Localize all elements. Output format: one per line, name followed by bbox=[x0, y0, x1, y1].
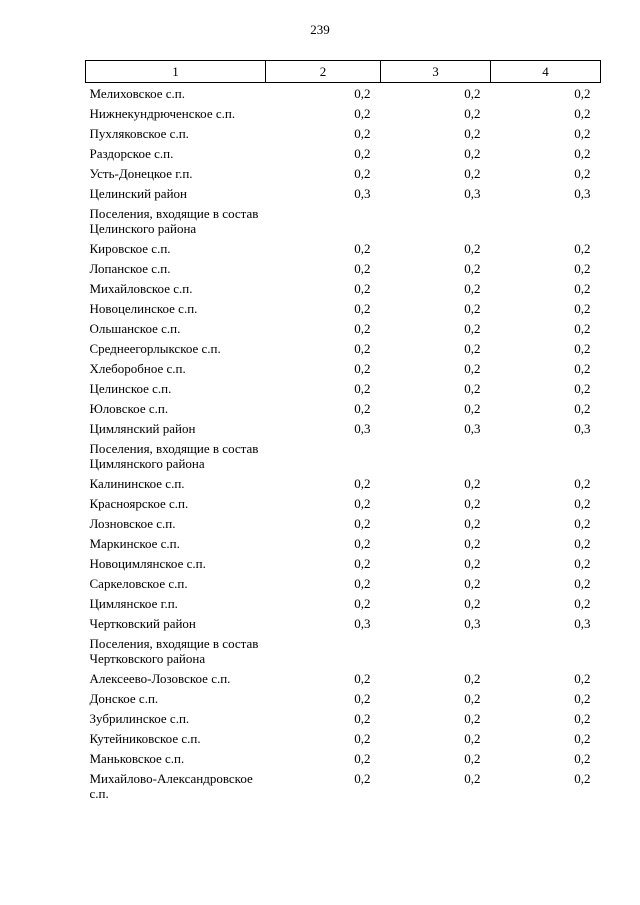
row-value-col-4: 0,2 bbox=[574, 401, 591, 416]
row-name: Ольшанское с.п. bbox=[89, 321, 181, 336]
row-value-col-4: 0,2 bbox=[574, 711, 591, 726]
table-row bbox=[86, 164, 601, 184]
row-value-col-4: 0,2 bbox=[574, 381, 591, 396]
row-name: Цимлянское г.п. bbox=[89, 596, 178, 611]
row-value-col-4: 0,2 bbox=[574, 596, 591, 611]
row-value-col-3: 0,2 bbox=[464, 731, 481, 746]
table-row bbox=[86, 594, 601, 614]
row-value-col-2: 0,2 bbox=[354, 301, 371, 316]
row-value-col-2: 0,2 bbox=[354, 261, 371, 276]
row-value-col-3: 0,2 bbox=[464, 281, 481, 296]
row-name: Поселения, входящие в состав Чертковского района bbox=[89, 636, 259, 666]
row-value-col-2: 0,2 bbox=[354, 86, 371, 101]
header-col-3: 3 bbox=[381, 61, 491, 83]
row-name: Михайлово-Александровское с.п. bbox=[89, 771, 253, 801]
row-name: Цимлянский район bbox=[89, 421, 196, 436]
row-value-col-2 bbox=[266, 204, 381, 239]
row-value-col-3: 0,3 bbox=[464, 616, 481, 631]
row-value-col-2: 0,2 bbox=[354, 321, 371, 336]
row-value-col-3: 0,2 bbox=[464, 341, 481, 356]
row-value-col-3: 0,3 bbox=[464, 421, 481, 436]
row-value-col-4: 0,3 bbox=[574, 421, 591, 436]
row-value-col-3: 0,2 bbox=[464, 381, 481, 396]
row-value-col-4: 0,2 bbox=[574, 731, 591, 746]
table-row bbox=[86, 104, 601, 124]
table-row bbox=[86, 669, 601, 689]
header-col-4: 4 bbox=[491, 61, 601, 83]
table-row bbox=[86, 614, 601, 634]
row-name: Маркинское с.п. bbox=[89, 536, 180, 551]
row-name: Новоцимлянское с.п. bbox=[89, 556, 206, 571]
row-value-col-4: 0,2 bbox=[574, 301, 591, 316]
row-value-col-4: 0,2 bbox=[574, 86, 591, 101]
row-name: Лопанское с.п. bbox=[89, 261, 171, 276]
table-row bbox=[86, 83, 601, 104]
table-row bbox=[86, 534, 601, 554]
row-value-col-2: 0,2 bbox=[354, 771, 371, 786]
row-value-col-3: 0,2 bbox=[464, 106, 481, 121]
row-value-col-4: 0,3 bbox=[574, 616, 591, 631]
table-row bbox=[86, 279, 601, 299]
table-row bbox=[86, 319, 601, 339]
row-value-col-2: 0,2 bbox=[354, 576, 371, 591]
row-value-col-4: 0,2 bbox=[574, 516, 591, 531]
row-value-col-2: 0,2 bbox=[354, 496, 371, 511]
table-row bbox=[86, 634, 601, 669]
table-row bbox=[86, 749, 601, 769]
row-value-col-4: 0,2 bbox=[574, 166, 591, 181]
row-value-col-4 bbox=[491, 439, 601, 474]
row-value-col-4: 0,2 bbox=[574, 361, 591, 376]
row-value-col-2: 0,2 bbox=[354, 516, 371, 531]
row-value-col-3: 0,2 bbox=[464, 751, 481, 766]
row-value-col-2 bbox=[266, 634, 381, 669]
row-value-col-4: 0,2 bbox=[574, 341, 591, 356]
row-value-col-4: 0,2 bbox=[574, 556, 591, 571]
table-row bbox=[86, 689, 601, 709]
header-col-1: 1 bbox=[86, 61, 266, 83]
row-value-col-3: 0,2 bbox=[464, 596, 481, 611]
row-value-col-2: 0,3 bbox=[354, 186, 371, 201]
table-row bbox=[86, 359, 601, 379]
row-name: Саркеловское с.п. bbox=[89, 576, 188, 591]
row-value-col-2: 0,2 bbox=[354, 691, 371, 706]
row-name: Чертковский район bbox=[89, 616, 196, 631]
row-name: Целинский район bbox=[89, 186, 187, 201]
table-row bbox=[86, 399, 601, 419]
row-value-col-2 bbox=[266, 439, 381, 474]
table-row bbox=[86, 124, 601, 144]
row-value-col-3: 0,2 bbox=[464, 126, 481, 141]
table-row bbox=[86, 379, 601, 399]
table-row bbox=[86, 574, 601, 594]
row-value-col-2: 0,3 bbox=[354, 616, 371, 631]
row-value-col-2: 0,2 bbox=[354, 241, 371, 256]
row-value-col-2: 0,2 bbox=[354, 146, 371, 161]
table-body bbox=[86, 83, 601, 804]
row-value-col-4: 0,2 bbox=[574, 261, 591, 276]
row-value-col-4: 0,2 bbox=[574, 751, 591, 766]
row-name: Юловское с.п. bbox=[89, 401, 169, 416]
row-value-col-2: 0,2 bbox=[354, 476, 371, 491]
row-name: Маньковское с.п. bbox=[89, 751, 185, 766]
row-value-col-3: 0,2 bbox=[464, 516, 481, 531]
row-name: Пухляковское с.п. bbox=[89, 126, 189, 141]
row-value-col-2: 0,2 bbox=[354, 166, 371, 181]
row-name: Нижнекундрюченское с.п. bbox=[89, 106, 236, 121]
row-name: Усть-Донецкое г.п. bbox=[89, 166, 193, 181]
table-row bbox=[86, 239, 601, 259]
row-value-col-3: 0,2 bbox=[464, 241, 481, 256]
row-value-col-4 bbox=[491, 634, 601, 669]
row-value-col-2: 0,2 bbox=[354, 361, 371, 376]
row-name: Донское с.п. bbox=[89, 691, 159, 706]
row-value-col-3: 0,2 bbox=[464, 86, 481, 101]
row-value-col-3: 0,2 bbox=[464, 691, 481, 706]
row-value-col-4: 0,2 bbox=[574, 536, 591, 551]
row-name: Зубрилинское с.п. bbox=[89, 711, 190, 726]
row-name: Алексеево-Лозовское с.п. bbox=[89, 671, 231, 686]
row-name: Поселения, входящие в состав Цимлянского района bbox=[89, 441, 259, 471]
row-value-col-2: 0,2 bbox=[354, 731, 371, 746]
row-value-col-4: 0,2 bbox=[574, 771, 591, 786]
row-value-col-3: 0,2 bbox=[464, 556, 481, 571]
table-row bbox=[86, 554, 601, 574]
row-value-col-4: 0,2 bbox=[574, 126, 591, 141]
row-value-col-3: 0,2 bbox=[464, 711, 481, 726]
row-value-col-2: 0,2 bbox=[354, 596, 371, 611]
row-value-col-4: 0,2 bbox=[574, 496, 591, 511]
table-row bbox=[86, 259, 601, 279]
table-row bbox=[86, 769, 601, 804]
table-row bbox=[86, 729, 601, 749]
row-value-col-2: 0,3 bbox=[354, 421, 371, 436]
row-value-col-2: 0,2 bbox=[354, 381, 371, 396]
row-value-col-4: 0,2 bbox=[574, 241, 591, 256]
row-name: Михайловское с.п. bbox=[89, 281, 193, 296]
row-value-col-2: 0,2 bbox=[354, 751, 371, 766]
row-value-col-2: 0,2 bbox=[354, 341, 371, 356]
row-value-col-4: 0,2 bbox=[574, 691, 591, 706]
row-name: Кировское с.п. bbox=[89, 241, 171, 256]
row-value-col-4: 0,3 bbox=[574, 186, 591, 201]
row-value-col-4 bbox=[491, 204, 601, 239]
table-row bbox=[86, 494, 601, 514]
row-value-col-3: 0,2 bbox=[464, 576, 481, 591]
header-row bbox=[86, 61, 601, 83]
row-value-col-3: 0,2 bbox=[464, 496, 481, 511]
table-row bbox=[86, 184, 601, 204]
table-row bbox=[86, 439, 601, 474]
row-name: Новоцелинское с.п. bbox=[89, 301, 198, 316]
table-row bbox=[86, 514, 601, 534]
row-value-col-4: 0,2 bbox=[574, 576, 591, 591]
row-name: Поселения, входящие в состав Целинского района bbox=[89, 206, 259, 236]
row-value-col-2: 0,2 bbox=[354, 536, 371, 551]
row-value-col-3: 0,3 bbox=[464, 186, 481, 201]
row-value-col-4: 0,2 bbox=[574, 321, 591, 336]
row-name: Раздорское с.п. bbox=[89, 146, 174, 161]
row-value-col-4: 0,2 bbox=[574, 476, 591, 491]
row-name: Целинское с.п. bbox=[89, 381, 172, 396]
header-col-2: 2 bbox=[266, 61, 381, 83]
row-name: Кутейниковское с.п. bbox=[89, 731, 201, 746]
table-row bbox=[86, 474, 601, 494]
table-row bbox=[86, 419, 601, 439]
table-row bbox=[86, 204, 601, 239]
row-value-col-2: 0,2 bbox=[354, 671, 371, 686]
row-value-col-3: 0,2 bbox=[464, 476, 481, 491]
page-number: 239 bbox=[310, 22, 330, 37]
row-value-col-3: 0,2 bbox=[464, 536, 481, 551]
row-value-col-3: 0,2 bbox=[464, 771, 481, 786]
row-value-col-2: 0,2 bbox=[354, 126, 371, 141]
row-value-col-3: 0,2 bbox=[464, 146, 481, 161]
table-row bbox=[86, 339, 601, 359]
row-name: Лозновское с.п. bbox=[89, 516, 176, 531]
row-value-col-2: 0,2 bbox=[354, 401, 371, 416]
row-value-col-3 bbox=[381, 204, 491, 239]
row-name: Красноярское с.п. bbox=[89, 496, 189, 511]
row-name: Среднеегорлыкское с.п. bbox=[89, 341, 221, 356]
row-value-col-3 bbox=[381, 439, 491, 474]
row-value-col-3: 0,2 bbox=[464, 361, 481, 376]
row-value-col-3: 0,2 bbox=[464, 301, 481, 316]
row-value-col-3: 0,2 bbox=[464, 671, 481, 686]
row-name: Хлеборобное с.п. bbox=[89, 361, 186, 376]
row-value-col-4: 0,2 bbox=[574, 671, 591, 686]
table-row bbox=[86, 709, 601, 729]
row-value-col-3: 0,2 bbox=[464, 401, 481, 416]
row-value-col-3: 0,2 bbox=[464, 166, 481, 181]
row-name: Калининское с.п. bbox=[89, 476, 185, 491]
data-table bbox=[85, 60, 601, 804]
row-value-col-3: 0,2 bbox=[464, 261, 481, 276]
table-row bbox=[86, 299, 601, 319]
row-value-col-3 bbox=[381, 634, 491, 669]
row-value-col-2: 0,2 bbox=[354, 711, 371, 726]
row-value-col-2: 0,2 bbox=[354, 106, 371, 121]
row-value-col-4: 0,2 bbox=[574, 106, 591, 121]
row-value-col-3: 0,2 bbox=[464, 321, 481, 336]
row-value-col-4: 0,2 bbox=[574, 281, 591, 296]
row-value-col-2: 0,2 bbox=[354, 281, 371, 296]
table-header bbox=[86, 61, 601, 83]
row-value-col-2: 0,2 bbox=[354, 556, 371, 571]
table-row bbox=[86, 144, 601, 164]
row-name: Мелиховское с.п. bbox=[89, 86, 186, 101]
row-value-col-4: 0,2 bbox=[574, 146, 591, 161]
